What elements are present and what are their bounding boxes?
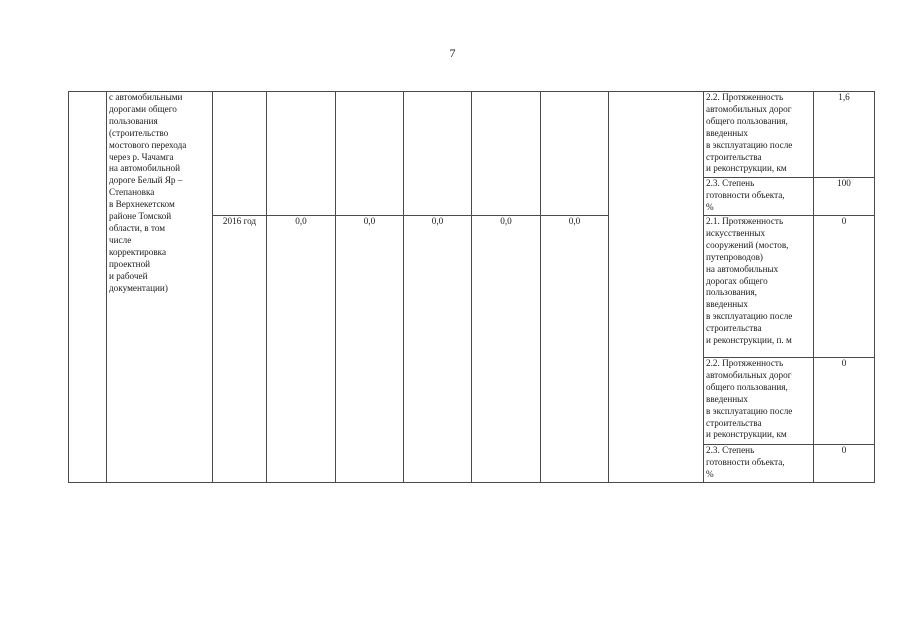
value-cell-prev-1 [267,92,336,216]
text-line: на автомобильной [109,163,180,174]
text-line: (строительство [109,127,169,138]
indicator-name-cell [704,92,814,178]
year-cell-prev [213,92,267,216]
text-line: области, в том [109,222,166,233]
text-line: введенных [706,393,748,404]
value-cell-3: 0,0 [404,216,472,483]
text-line: районе Томской [109,211,172,222]
text-line: 2.3. Степень [706,178,755,188]
indicator-name [706,445,811,481]
executor-cell [609,92,704,483]
text-line: готовности объекта, [706,189,785,200]
text-line: на автомобильных [706,263,779,274]
text-line: и рабочей [109,270,148,281]
indicator-name-cell [704,358,814,445]
indicator-name-cell [704,178,814,216]
text-line: пользования [109,115,158,126]
text-line: строительства [706,417,762,428]
value-cell-2: 0,0 [336,216,404,483]
indicator-value-cell: 0 [814,216,875,358]
text-line: искусственных [706,227,766,238]
text-line: в эксплуатацию после [706,405,793,416]
text-line: в Верхнекетском [109,199,175,210]
text-line: 2.2. Протяженность [706,92,784,102]
page-number: 7 [449,46,456,60]
text-line: дорогами общего [109,103,177,114]
text-line: автомобильных дорог [706,369,792,380]
table-row [69,92,875,178]
text-line: % [706,201,714,212]
text-line: и реконструкции, п. м [706,335,792,346]
text-line: корректировка [109,246,167,257]
value-cell-prev-4 [472,92,541,216]
indicator-name [706,358,811,441]
text-line: с автомобильными [109,92,183,102]
text-line: дорогах общего [706,275,768,286]
value-cell-5: 0,0 [541,216,609,483]
text-line: готовности объекта, [706,456,785,467]
text-line: в эксплуатацию после [706,311,793,322]
value-cell-prev-3 [404,92,472,216]
text-line: Степановка [109,187,155,198]
text-line: пользования, [706,287,757,298]
text-line: автомобильных дорог [706,103,792,114]
text-line: путепроводов) [706,251,763,262]
indicator-value-cell: 0 [814,358,875,445]
value-cell-prev-2 [336,92,404,216]
text-line: и реконструкции, км [706,163,787,174]
value-cell-1: 0,0 [267,216,336,483]
text-line: 2.1. Протяженность [706,216,784,226]
number-cell [69,92,107,483]
text-line: сооружений (мостов, [706,239,789,250]
object-name-text [109,92,210,294]
indicator-name [706,216,811,347]
text-line: строительства [706,151,762,162]
object-name-cell [107,92,213,483]
text-line: % [706,468,714,479]
year-cell: 2016 год [213,216,267,483]
indicator-value-cell: 1,6 [814,92,875,178]
text-line: и реконструкции, км [706,429,787,440]
text-line: введенных [706,299,748,310]
indicator-name-cell [704,445,814,483]
indicator-name [706,92,811,175]
program-table [68,91,875,483]
text-line: в эксплуатацию после [706,139,793,150]
value-cell-prev-5 [541,92,609,216]
text-line: общего пользования, [706,381,788,392]
text-line: через р. Чачамга [109,151,174,162]
text-line: проектной [109,258,151,269]
indicator-value-cell: 0 [814,445,875,483]
text-line: документации) [109,282,168,293]
indicator-name-cell [704,216,814,358]
value-cell-4: 0,0 [472,216,541,483]
indicator-value-cell: 100 [814,178,875,216]
text-line: дороге Белый Яр – [109,175,183,186]
text-line: мостового перехода [109,139,187,150]
text-line: 2.3. Степень [706,445,755,455]
text-line: 2.2. Протяженность [706,358,784,368]
indicator-name [706,178,811,214]
text-line: числе [109,234,132,245]
text-line: строительства [706,323,762,334]
text-line: введенных [706,127,748,138]
text-line: общего пользования, [706,115,788,126]
